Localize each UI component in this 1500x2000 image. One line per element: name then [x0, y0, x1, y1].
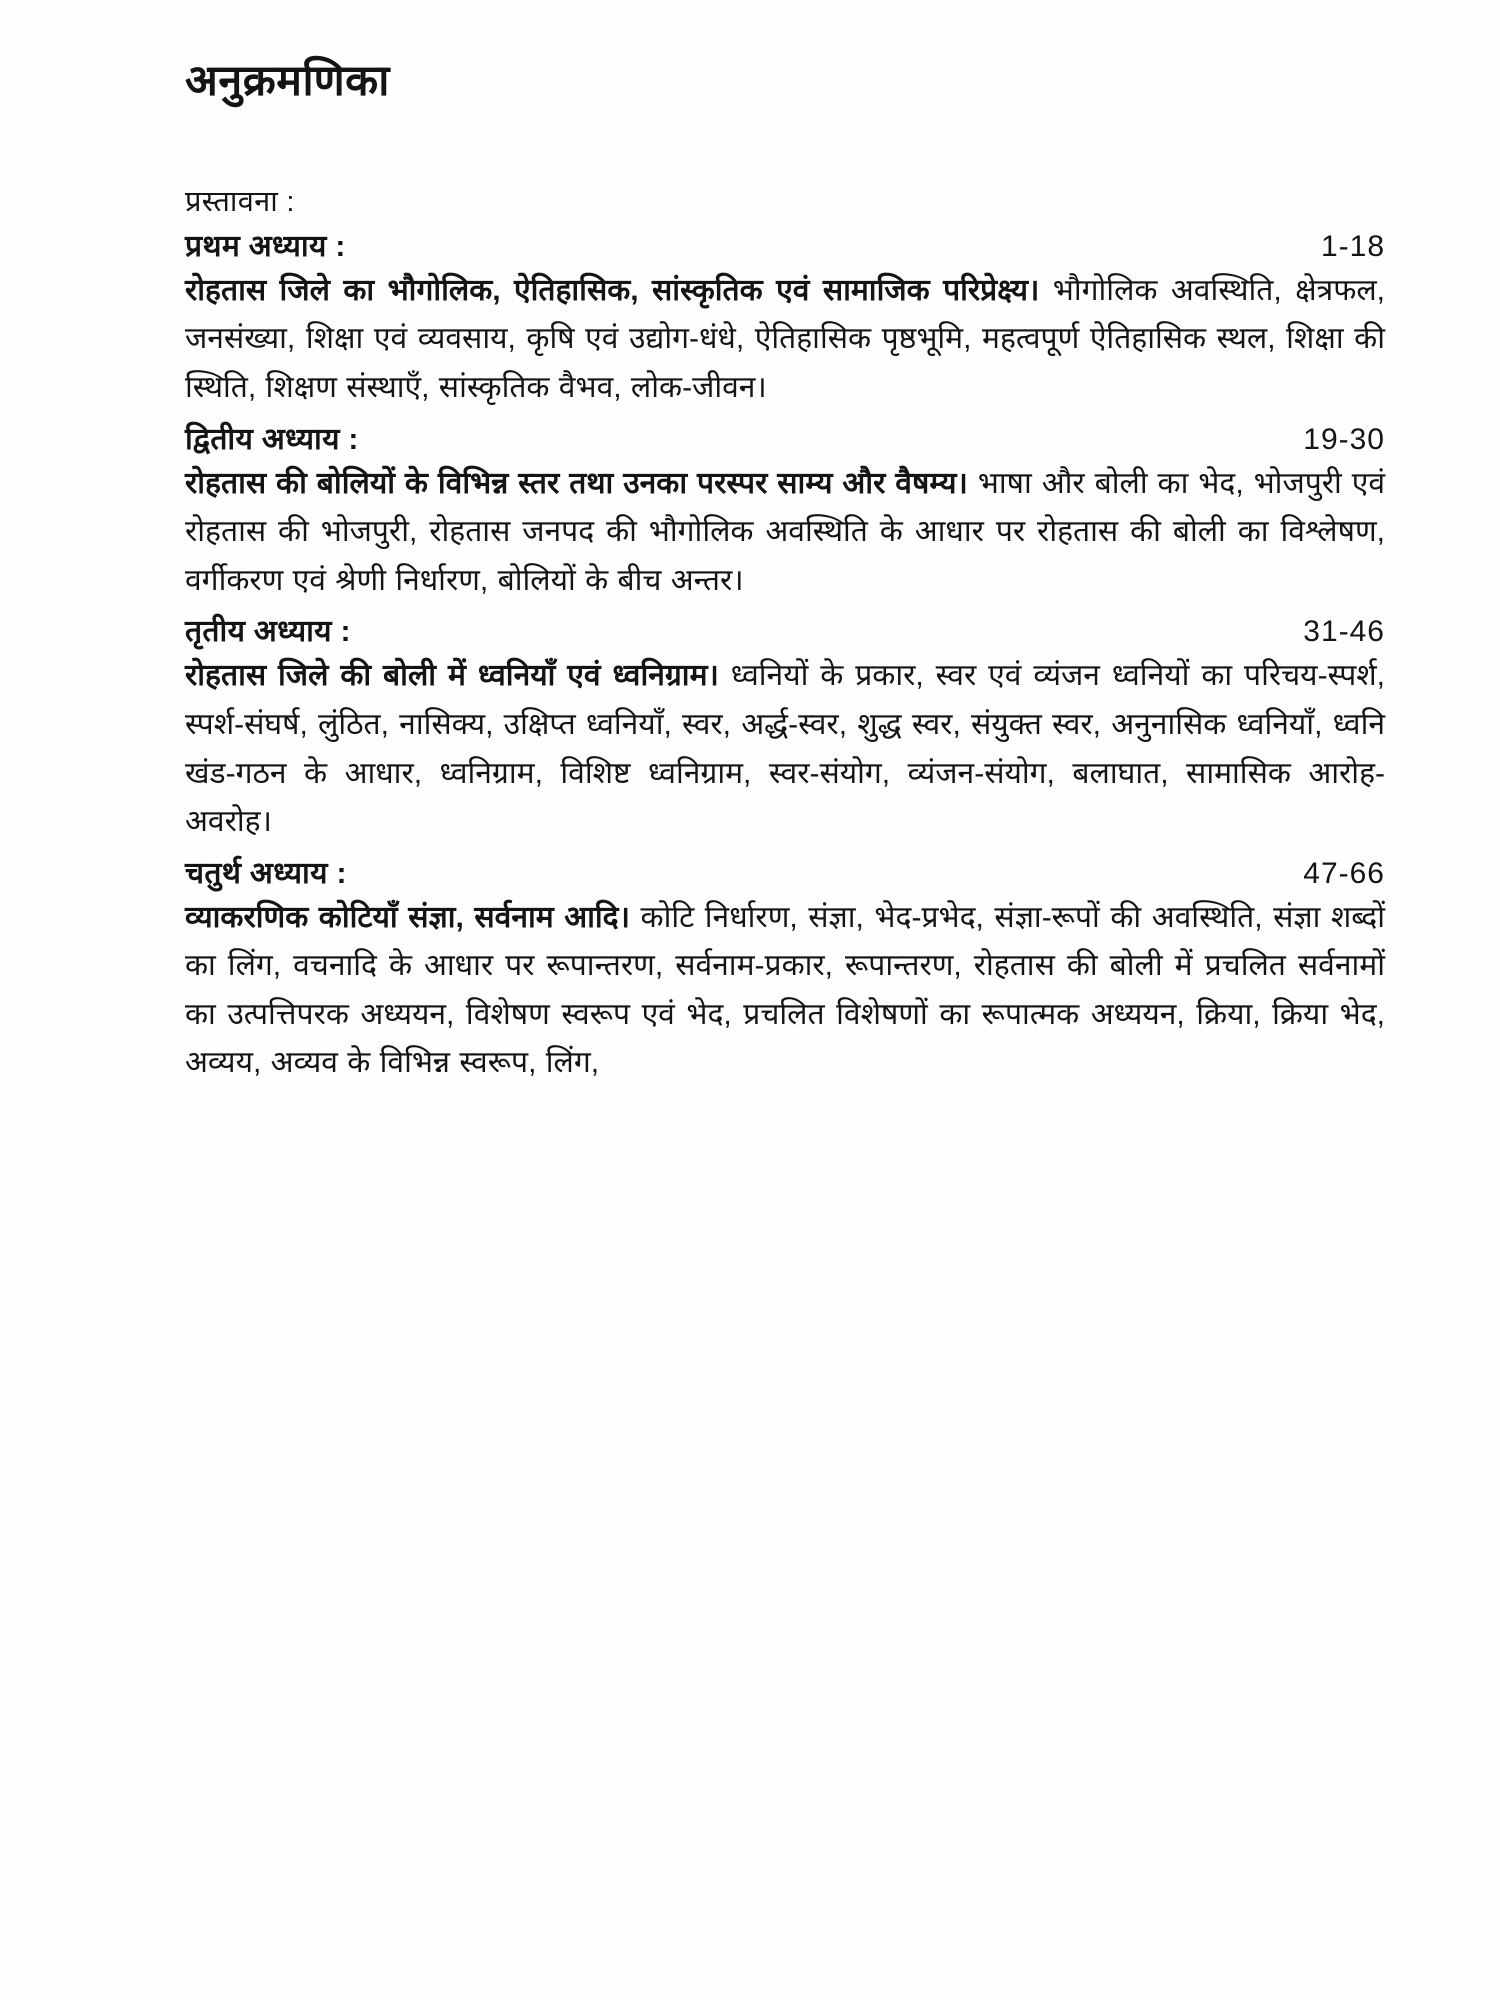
toc-entry-description — [185, 894, 1385, 1088]
toc-entry-chapter-3 — [185, 609, 1385, 846]
toc-entry-description — [185, 460, 1385, 606]
toc-entry-header — [185, 609, 1385, 650]
page-title: अनुक्रमणिका — [185, 57, 390, 105]
toc-entry-header — [185, 181, 1385, 220]
toc-entry-chapter-4 — [185, 851, 1385, 1088]
toc-entry-lead: व्याकरणिक कोटियाँ संज्ञा, सर्वनाम आदि। — [185, 900, 630, 934]
toc-entry-pages: 47-66 — [1303, 856, 1385, 890]
toc-entry-pages: 1-18 — [1320, 229, 1385, 263]
toc-entry-header — [185, 417, 1385, 458]
toc-entry-label: द्वितीय अध्याय : — [185, 422, 359, 456]
toc-entry-lead: रोहतास जिले की बोली में ध्वनियाँ एवं ध्वनिग्राम। — [185, 659, 719, 693]
toc-entry-lead: रोहतास की बोलियों के विभिन्न स्तर तथा उनका परस्पर साम्य और वैषम्य। — [185, 466, 968, 500]
toc-entry-chapter-2 — [185, 417, 1385, 606]
toc-entry-prastavana — [185, 181, 1385, 220]
toc-entry-label: प्रथम अध्याय : — [185, 229, 346, 263]
toc-entry-header — [185, 224, 1385, 265]
toc-entry-label: प्रस्तावना : — [185, 185, 295, 218]
toc-entry-detail: भाषा और बोली का भेद, भोजपुरी एवं रोहतास की भोजपुरी, रोहतास जनपद की भौगोलिक अवस्थिति के आधार पर रोहतास की बोली का विश्लेषण, वर्गीकरण एवं श्रेणी निर्धारण, बोलियों के बीच अन्तर। — [185, 466, 1386, 597]
toc-entry-label: तृतीय अध्याय : — [185, 615, 351, 649]
toc-entry-pages: 31-46 — [1303, 615, 1385, 649]
toc-entry-pages: 19-30 — [1303, 422, 1385, 456]
toc-entry-description — [185, 267, 1385, 413]
table-of-contents — [185, 181, 1385, 1088]
toc-entry-detail: ध्वनियों के प्रकार, स्वर एवं व्यंजन ध्वनियों का परिचय-स्पर्श, स्पर्श-संघर्ष, लुंठित, नासिक्य, उक्षिप्त ध्वनियाँ, स्वर, अर्द्ध-स्वर, शुद्ध स्वर, संयुक्त स्वर, अनुनासिक ध्वनियाँ, ध्वनि खंड-गठन के आधार, ध्वनिग्राम, विशिष्ट ध्वनिग्राम, स्वर-संयोग, व्यंजन-संयोग, बलाघात, सामासिक आरोह-अवरोह। — [185, 659, 1386, 839]
toc-entry-header — [185, 851, 1385, 892]
toc-entry-label: चतुर्थ अध्याय : — [185, 856, 347, 890]
toc-entry-detail: भौगोलिक अवस्थिति, क्षेत्रफल, जनसंख्या, शिक्षा एवं व्यवसाय, कृषि एवं उद्योग-धंधे, ऐतिहासिक पृष्ठभूमि, महत्वपूर्ण ऐतिहासिक स्थल, शिक्षा की स्थिति, शिक्षण संस्थाएँ, सांस्कृतिक वैभव, लोक-जीवन। — [185, 273, 1386, 404]
toc-entry-detail: कोटि निर्धारण, संज्ञा, भेद-प्रभेद, संज्ञा-रूपों की अवस्थिति, संज्ञा शब्दों का लिंग, वचनादि के आधार पर रूपान्तरण, सर्वनाम-प्रकार, रूपान्तरण, रोहतास की बोली में प्रचलित सर्वनामों का उत्पत्तिपरक अध्ययन, विशेषण स्वरूप एवं भेद, प्रचलित विशेषणों का रूपात्मक अध्ययन, क्रिया, क्रिया भेद, अव्यय, अव्यव के विभिन्न स्वरूप, लिंग, — [185, 900, 1385, 1080]
toc-entry-chapter-1 — [185, 224, 1385, 413]
toc-entry-description — [185, 652, 1385, 846]
toc-entry-lead: रोहतास जिले का भौगोलिक, ऐतिहासिक, सांस्कृतिक एवं सामाजिक परिप्रेक्ष्य। — [185, 273, 1040, 307]
